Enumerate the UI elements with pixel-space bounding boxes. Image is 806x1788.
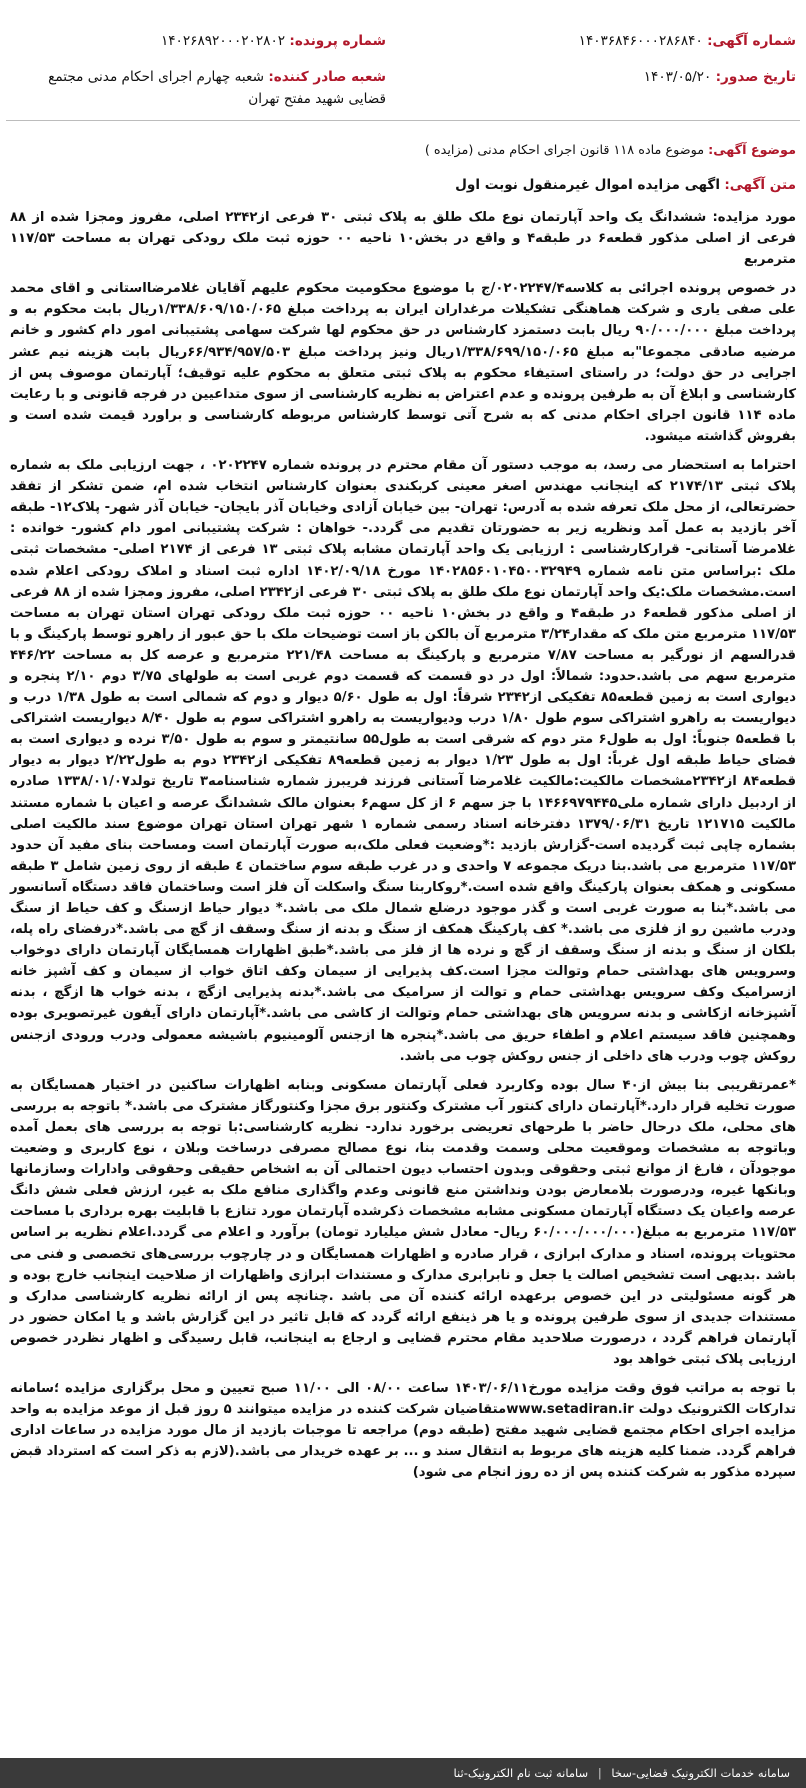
body-paragraph-case: در خصوص پرونده اجرائی به کلاسه۰۲۰۲۲۴۷/۴/ج با موضوع محکومیت محکوم علیهم آقایان غلامرضااستانی و اقای محمد علی صفی یاری و شرکت هماهنگی تشکیلات مرغداران ایران به پرداخت مبلغ ۱/۳۳۸/۶۰۹/۱۵۰/۰۶۵ریال بابت محکوم به و پرداخت مبلغ ۹۰/۰۰۰/۰۰۰ ریال بابت دستمزد کارشناس در حق محکوم لها شرکت سهامی پشتیبانی امور دام کشور و خانم مرضیه صادقی مجموعا"به مبلغ ۱/۳۳۸/۶۹۹/۱۵۰/۰۶۵ریال ونیز پرداخت مبلغ ۶۶/۹۳۴/۹۵۷/۵۰۳ریال بابت هزینه نیم عشر اجرایی در حق دولت؛ در راستای استیفاء محکوم به پلاک ثبتی متعلق به محکوم علیه توقیف؛ آپارتمان موصوف پس از کارشناسی و ابلاغ آن به طرفین پرونده و عدم اعتراض به نظریه کارشناسی از سوی متداعیین در فرجه قانونی و با رعایت ماده ۱۱۴ قانون اجرای احکام مدنی که به شرح آتی توسط کارشناس مربوطه کارشناسی و براورد قیمت شده است و بفروش گذاشته میشود. — [10, 281, 797, 444]
issue-date-label: تاریخ صدور: — [715, 69, 796, 85]
ad-number-value: ۱۴۰۳۶۸۴۶۰۰۰۲۸۶۸۴۰ — [578, 33, 703, 49]
body-paragraph-expert-report: احتراما به استحضار می رسد، به موجب دستور آن مقام محترم در پرونده شماره ۰۲۰۲۲۴۷ ، جهت ارزیابی ملک به شماره پلاک ثبتی ۲۱۷۴/۱۳ که اینجانب مهندس اصغر معینی کربکندی بعنوان کارشناس انتخاب شده ام، ضمن تشکر از تفقد حضرتعالی، از محل ملک تعرفه شده به آدرس: تهران- بین خیابان آزادی وخیابان آذر بایجان- خیابان آذر شهر- پلاک۱۲- طبقه آخر بازدید به عمل آمد ونظریه زیر به حضورتان تقدیم می گردد.- خواهان : شرکت پشتیبانی امور دام کشور- خوانده : غلامرضا آستانی- قرارکارشناسی : ارزیابی یک واحد آپارتمان مشابه پلاک ثبتی ۱۳ فرعی از ۲۱۷۴ اصلی- مشخصات ثبتی ملک :براساس متن نامه شماره ۱۴۰۲۸۵۶۰۱۰۴۵۰۰۳۲۹۴۹ مورخ ۱۴۰۲/۰۹/۱۸ اداره ثبت اسناد و املاک رودکی اعلام شده است.مشخصات ملک:یک واحد آپارتمان نوع ملک طلق به پلاک ثبتی ۳۰ فرعی از۲۳۴۲ اصلی، مفروز ومجزا شده از ۸۸ فرعی از اصلی مذکور قطعه۶ در طبقه۴ و واقع در بخش۱۰ ناحیه ۰۰ حوزه ثبت ملک رودکی تهران استان تهران به مساحت ۱۱۷/۵۳ مترمربع متن ملک که مقدار۳/۲۴ مترمربع آن بالکن باز است توضیحات ملک با حق عبور از راهرو توسط پارکینگ و با قدرالسهم از نورگیر به مساحت ۷/۸۷ مترمربع و پارکینگ به مساحت ۲۲۱/۴۸ مترمربع و عرصه کل به مساحت ۴۴۶/۲۲ مترمربع سهم می باشد.حدود: شمالاً: اول در دو قسمت که قسمت دوم غربی است به طولهای ۳/۷۵ دوم ۲/۱۰ پنجره و دیواری است به زمین قطعه۸۵ تفکیکی از۲۳۴۲ شرقاً: اول به طول ۵/۶۰ دیوار و دوم که شمالی است به طول ۱/۳۸ درب و دیواریست به راهرو اشتراکی سوم طول ۱/۸۰ درب ودیواریست به راهرو اشتراکی سوم به طول ۸/۴۰ دیواریست اشتراکی با قطعه۵ جنوباً: اول به طول۶ متر دوم که شرقی است به طول۵۵ سانتیمتر و سوم به طول ۳/۵۰ نرده و دیواری است به فضای حیاط طبقه اول غرباً: اول به طول ۱/۲۳ دیوار به زمین قطعه۸۹ تفکیکی از۲۳۴۲ دوم به طول۲/۲۲ دیوار به دیوار قطعه۸۴ از۲۳۴۲مشخصات مالکیت:مالکیت غلامرضا آستانی فرزند فریبرز شماره شناسنامه۳ تاریخ تولد۱۳۳۸/۰۱/۰۷ صادره از اردبیل دارای شماره ملی۱۴۶۶۹۷۹۴۴۵ با جز سهم ۶ از کل سهم۶ بعنوان مالک ششدانگ عرصه و اعیان با شماره مستند مالکیت ۱۲۱۷۱۵ تاریخ ۱۳۷۹/۰۶/۳۱ دفترخانه اسناد رسمی شماره ۱ شهر تهران استان تهران موضوع سند مالکیت اصلی بشماره چاپی ثبت گردیده است-گزارش بازدید :*وضعیت فعلی ملک،به صورت آپارتمان است ومساحت بنای مفید آن حدود ۱۱۷/۵۳ مترمربع می باشد.بنا دریک مجموعه ۷ واحدی و در غرب طبقه سوم ساختمان ٤ طبقه از روی زمین شامل ۳ طبقه مسکونی و همکف بعنوان پارکینگ واقع شده است.*روکاربنا سنگ واسکلت آن فلز است وساختمان فاقد دستگاه آسانسور می باشد.*بنا به صورت غربی است و گذر موجود درضلع شمال ملک می باشد.* دیوار حیاط ازسنگ و کف حیاط از سنگ ودرب ماشین رو از فلزی می باشد.* کف پارکینگ همکف از سنگ و بدنه از سنگ وسقف از گچ می باشد.*درفضای راه پله، بلکان از سنگ و بدنه از سنگ وسقف از گچ و نرده ها از فلز می باشد.*طبق اظهارات همسایگان آپارتمان دارای دوخواب وسرویس های بهداشتی حمام وتوالت مجزا است.کف پذیرایی از سیمان وکف اتاق خواب از سیمان و کف آشپز خانه ازسرامیک وکف سرویس بهداشتی حمام و توالت از سرامیک می باشد.*بدنه پذیرایی ازگچ ، بدنه خواب ها ازگچ ، بدنه آشپزخانه ازکاشی و بدنه سرویس های بهداشتی حمام وتوالت از کاشی می باشد.*آپارتمان دارای آیفون غیرتصویری بوده وهمچنین فاقد سیستم اعلام و اطفاء حریق می باشد.*پنجره ها ازجنس آلومینیوم باشیشه معمولی ودرب ورودی ازجنس روکش چوب ودرب های داخلی از جنس روکش چوب می باشد. — [10, 458, 797, 1064]
ad-number-row — [579, 30, 796, 52]
issuer-label: شعبه صادر کننده: — [268, 69, 386, 85]
ad-text-value: اگهی مزایده اموال غیرمنقول نوبت اول — [455, 177, 720, 193]
case-number-row — [161, 30, 386, 52]
footer-link-sana[interactable]: سامانه ثبت نام الکترونیک-ثنا — [453, 1766, 589, 1780]
issuer-row — [26, 66, 386, 110]
body-paragraph-auction-time: با توجه به مراتب فوق وقت مزایده مورخ۱۴۰۳/۰۶/۱۱ ساعت ۰۸/۰۰ الی ۱۱/۰۰ صبح تعیین و محل برگزاری مزایده ؛سامانه تدارکات الکترونیک دولت www.setadiran.irمتقاضیان شرکت کننده در مزایده میتوانند ۵ روز قبل از موعد مزایده به واحد مزایده اجرای احکام مجتمع قضایی شهید مفتح (طبقه دوم) مراجعه تا موجبات بازدید از مال مورد مزایده در ساعات اداری فراهم گردد. ضمنا کلیه هزینه های مربوط به انتقال سند و ... بر عهده خریدار می باشد.(لازم به ذکر است که استرداد قبض سپرده مذکور به شرکت کننده پس از ده روز انجام می شود) — [10, 1381, 797, 1481]
ad-text-label: متن آگهی: — [724, 177, 796, 193]
footer-link-sakha[interactable]: سامانه خدمات الکترونیک قضایی-سخا — [611, 1766, 790, 1780]
issuer-value: شعبه چهارم اجرای احکام مدنی مجتمع قضایی شهید مفتح تهران — [48, 69, 386, 107]
subject-label: موضوع آگهی: — [708, 143, 796, 158]
body-paragraph-valuation: *عمرتقریبی بنا بیش از۴۰ سال بوده وکاربرد فعلی آپارتمان مسکونی وبنابه اظهارات ساکنین در اختیار همسایگان به صورت تخلیه قرار دارد.*آپارتمان دارای کنتور آب مشترک وکنتور برق مجزا وکنتورگاز مشترک می باشد.* باتوجه به بررسی های محلی، ملک درحال حاضر با طرحهای تعریضی برخورد ندارد- نظریه کارشناسی:با توجه به بررسی های بعمل آمده وباتوجه به مشخصات وموقعیت محلی وسمت وقدمت بنا، نوع مصالح مصرفی درساخت وبلان ، نوع کاربری و وضعیت موجودآن ، فارغ از موانع ثبتی وحقوقی وبدون احتساب دیون احتمالی آن به اشخاص حقیقی وحقوقی وادارات وسازمانها وبانکها غیره، ودرصورت بلامعارض بودن ونداشتن منع قانونی وعدم واگذاری منافع ملک به غیر، ارزش فعلی شش دانگ عرصه واعیان یک دستگاه آپارتمان مسکونی مشابه مشخصات ذکرشده آپارتمان مورد تنازع با قابلیت بهره برداری با مساحت ۱۱۷/۵۳ مترمربع به مبلغ(۶۰/۰۰۰/۰۰۰/۰۰۰ ریال- معادل شش میلیارد تومان) برآورد و اعلام می گردد.اعلام نظریه بر اساس محتویات پرونده، اسناد و مدارک ابرازی ، قرار صادره و اظهارات همسایگان و در چارچوب بررسی‌های تخصصی و فنی می باشد .بدیهی است تشخیص اصالت یا جعل و نابرابری مدارک و مستندات ابرازی واظهارات از صلاحیت اینجانب خارج بوده و هر گونه مسئولیتی در این خصوص برعهده ارائه کننده آن می باشد .چنانچه پس از ارائه نظریه کارشناسی مدارک و مستندات جدیدی از سوی طرفین پرونده و یا هر ذینفع ارائه گردد که قابل تاثیر در این گزارش باشد و یا امکان حضور در آپارتمان فراهم گردد ، درصورت صلاحدید مقام محترم قضایی و ارجاع به اینجانب، قابل رسیدگی و اظهار نظردر خصوص ارزیابی پلاک ثبتی خواهد بود — [10, 1077, 796, 1367]
subject-value: موضوع ماده ۱۱۸ قانون اجرای احکام مدنی (مزایده ) — [424, 143, 705, 158]
ad-text-row — [455, 177, 796, 193]
footer-bar — [0, 1758, 806, 1788]
case-number-label: شماره پرونده: — [289, 33, 386, 49]
footer-separator: | — [597, 1766, 602, 1780]
notice-body — [10, 207, 796, 1492]
subject-row — [425, 143, 796, 158]
header-divider — [6, 120, 800, 121]
ad-number-label: شماره آگهی: — [707, 33, 796, 49]
body-paragraph-property: مورد مزایده: ششدانگ یک واحد آپارتمان نوع ملک طلق به پلاک ثبتی ۳۰ فرعی از۲۳۴۲ اصلی، مفروز ومجزا شده از ۸۸ فرعی از اصلی مذکور قطعه۶ در طبقه۴ و واقع در بخش۱۰ ناحیه ۰۰ حوزه ثبت ملک رودکی تهران به مساحت ۱۱۷/۵۳ مترمربع — [10, 210, 796, 268]
case-number-value: ۱۴۰۲۶۸۹۲۰۰۰۲۰۲۸۰۲ — [160, 33, 286, 49]
issue-date-row — [644, 66, 796, 88]
issue-date-value: ۱۴۰۳/۰۵/۲۰ — [643, 69, 712, 85]
